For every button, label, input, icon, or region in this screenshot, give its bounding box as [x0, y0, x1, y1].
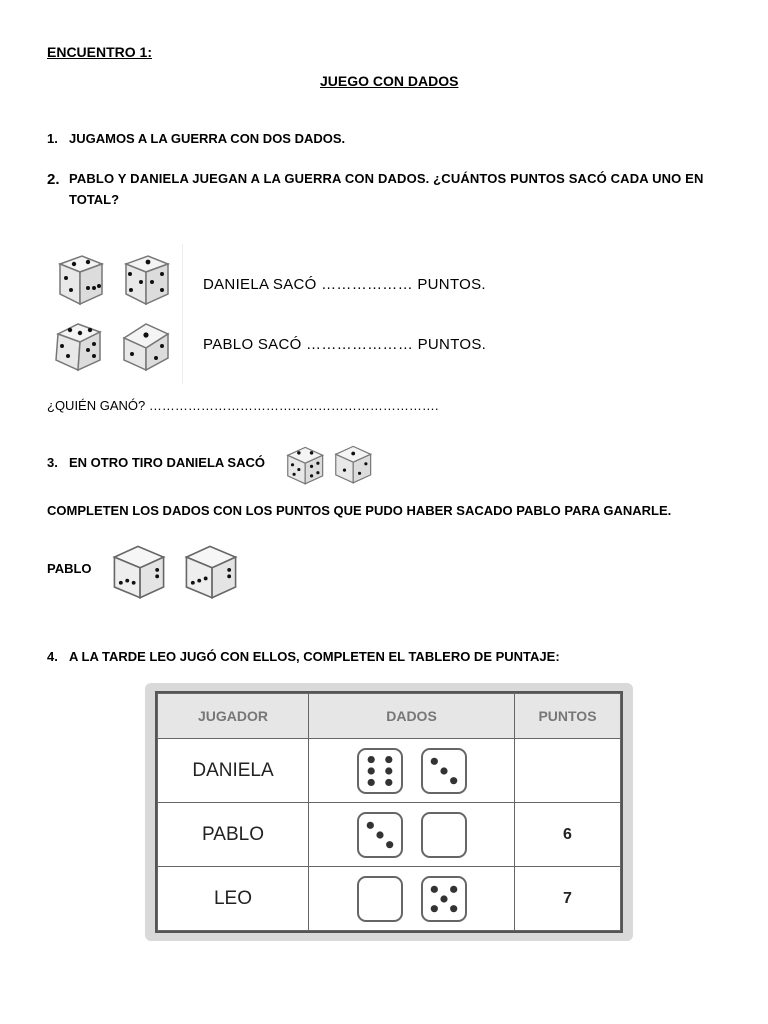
player-name: DANIELA [158, 739, 309, 803]
item-2-line1: PABLO Y DANIELA JUEGAN A LA GUERRA CON DADOS. ¿CUÁNTOS PUNTOS SACÓ CADA UNO EN [69, 171, 704, 186]
dice-cell [309, 739, 515, 803]
blank-die-icon [420, 811, 468, 859]
dice-cell [309, 803, 515, 867]
die-pip [366, 821, 373, 828]
die-pip [376, 831, 383, 838]
complete-instructions: COMPLETEN LOS DADOS CON LOS PUNTOS QUE PUDO HABER SACADO PABLO PARA GANARLE. [47, 503, 672, 518]
pablo-result-line: PABLO SACÓ ………………… PUNTOS. [203, 336, 487, 353]
dice-3d-icon [180, 540, 242, 602]
header-jugador: JUGADOR [158, 694, 309, 739]
item-3-number: 3. [47, 455, 58, 470]
dice-3d-icon [118, 250, 176, 308]
score-table [157, 693, 621, 931]
die-pip [440, 767, 447, 774]
score-board [145, 683, 633, 941]
dice-3d-icon [331, 440, 377, 486]
die-face-icon [356, 811, 404, 859]
die-pip [367, 778, 374, 785]
item-3 [47, 455, 265, 470]
dice-3d-icon [118, 316, 176, 374]
item-2 [47, 171, 722, 207]
dice-3d-icon [108, 540, 170, 602]
item-1-number: 1. [47, 131, 58, 146]
points-cell: 6 [515, 803, 621, 867]
die-face-icon [356, 747, 404, 795]
score-row-daniela [158, 739, 621, 803]
die-face-icon [420, 747, 468, 795]
die-pip [386, 841, 393, 848]
die-pip [367, 767, 374, 774]
item-1 [47, 131, 345, 146]
die-pip [450, 777, 457, 784]
points-cell: 7 [515, 867, 621, 931]
item-4 [47, 649, 560, 664]
item-2-number: 2. [47, 171, 60, 188]
blank-die-icon [356, 875, 404, 923]
die-pip [385, 778, 392, 785]
daniela-result-line: DANIELA SACÓ ……………… PUNTOS. [203, 276, 486, 293]
header-dados: DADOS [309, 694, 515, 739]
die-face-icon [420, 875, 468, 923]
die-pip [450, 905, 457, 912]
dice-cell [309, 867, 515, 931]
points-cell[interactable] [515, 739, 621, 803]
dice-group-image [47, 244, 183, 384]
die-pip [430, 885, 437, 892]
dice-3d-icon [52, 250, 110, 308]
page-title: JUEGO CON DADOS [320, 73, 459, 89]
die-pip [367, 755, 374, 762]
item-1-text: JUGAMOS A LA GUERRA CON DOS DADOS. [69, 131, 346, 146]
dice-3d-icon [50, 316, 108, 374]
item-3-text: EN OTRO TIRO DANIELA SACÓ [69, 455, 265, 470]
dice-3d-icon [283, 441, 329, 487]
pablo-label: PABLO [47, 561, 92, 576]
die-pip [430, 905, 437, 912]
die-pip [450, 885, 457, 892]
score-row-leo [158, 867, 621, 931]
die-pip [440, 895, 447, 902]
score-row-pablo [158, 803, 621, 867]
encuentro-heading: ENCUENTRO 1: [47, 44, 153, 60]
winner-question: ¿QUIÉN GANÓ? …………………………………………………………. [47, 398, 439, 413]
header-puntos: PUNTOS [515, 694, 621, 739]
item-4-number: 4. [47, 649, 58, 664]
item-2-line2: TOTAL? [69, 192, 120, 207]
player-name: LEO [158, 867, 309, 931]
die-pip [430, 757, 437, 764]
player-name: PABLO [158, 803, 309, 867]
item-4-text: A LA TARDE LEO JUGÓ CON ELLOS, COMPLETEN EL TABLERO DE PUNTAJE: [69, 649, 560, 664]
die-pip [385, 755, 392, 762]
die-pip [385, 767, 392, 774]
score-table-frame [155, 691, 623, 933]
